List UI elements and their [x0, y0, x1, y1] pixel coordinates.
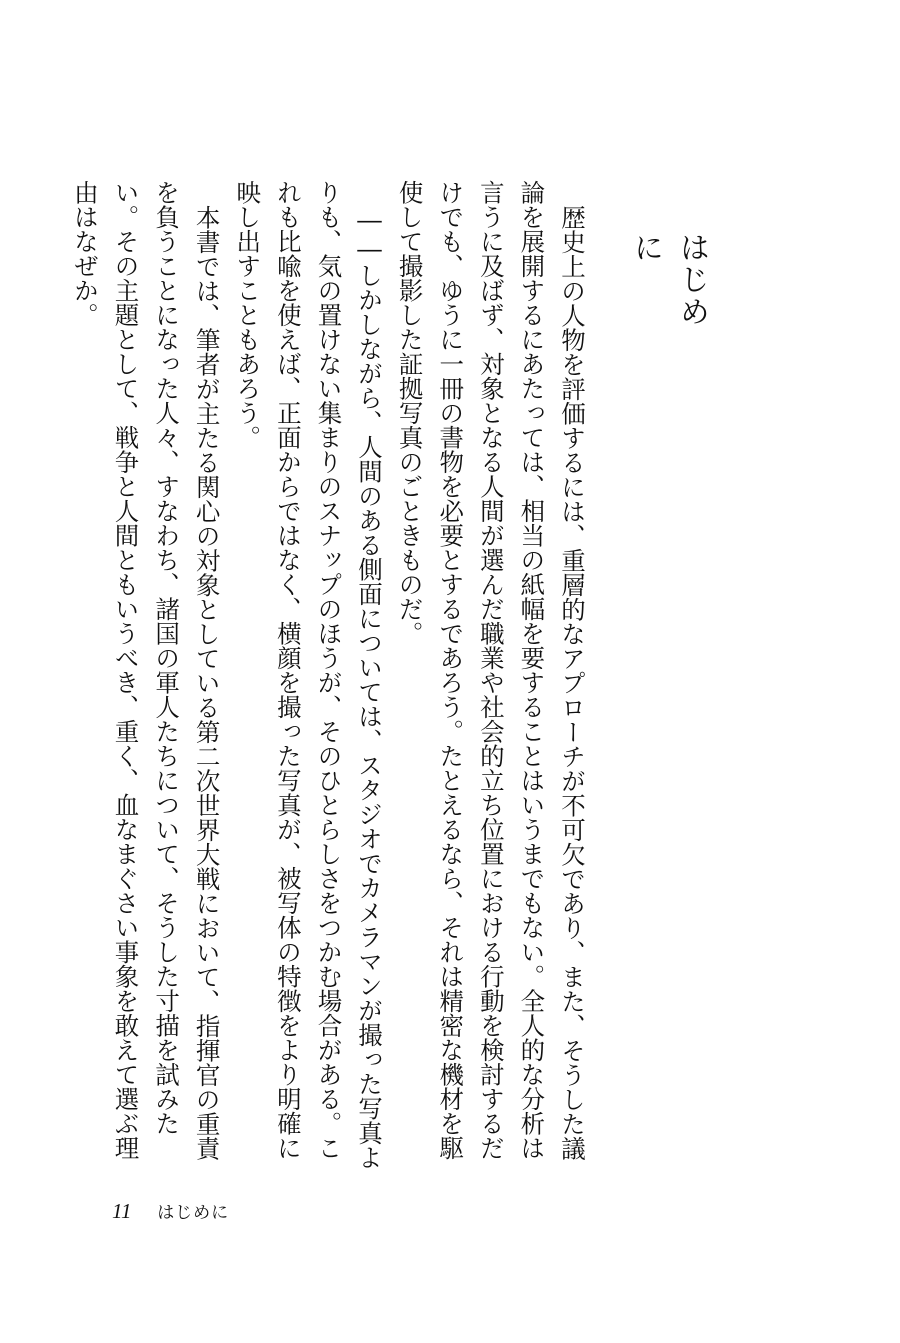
paragraph-3: 本書では、筆者が主たる関心の対象としている第二次世界大戦において、指揮官の重責を負うことになった人々、すなわち、諸国の軍人たちについて、そうした寸描を試みたい。その主題として、戦争と人間ともいうべき、重く、血なまぐさい事象を敢えて選ぶ理由はなぜか。 — [70, 180, 222, 1160]
page-number: 11 — [112, 1199, 132, 1223]
body-text — [70, 180, 592, 1180]
paragraph-1: 歴史上の人物を評価するには、重層的なアプローチが不可欠であり、また、そうした議論を展開するにあたっては、相当の紙幅を要することはいうまでもない。全人的な分析は言うに及ばず、対象となる人間が選んだ職業や社会的立ち位置における行動を検討するだけでも、ゆうに一冊の書物を必要とするであろう。たとえるなら、それは精密な機材を駆使して撮影した証拠写真のごときものだ。 — [395, 180, 587, 1160]
paragraph-2: ――しかしながら、人間のある側面については、スタジオでカメラマンが撮った写真よりも、気の置けない集まりのスナップのほうが、そのひとらしさをつかむ場合がある。これも比喩を使えば、正面からではなく、横顔を撮った写真が、被写体の特徴をより明確に映し出すこともあろう。 — [233, 180, 385, 1169]
page-title: はじめに — [628, 232, 709, 328]
page-footer — [112, 1198, 229, 1224]
running-head: はじめに — [157, 1203, 230, 1223]
